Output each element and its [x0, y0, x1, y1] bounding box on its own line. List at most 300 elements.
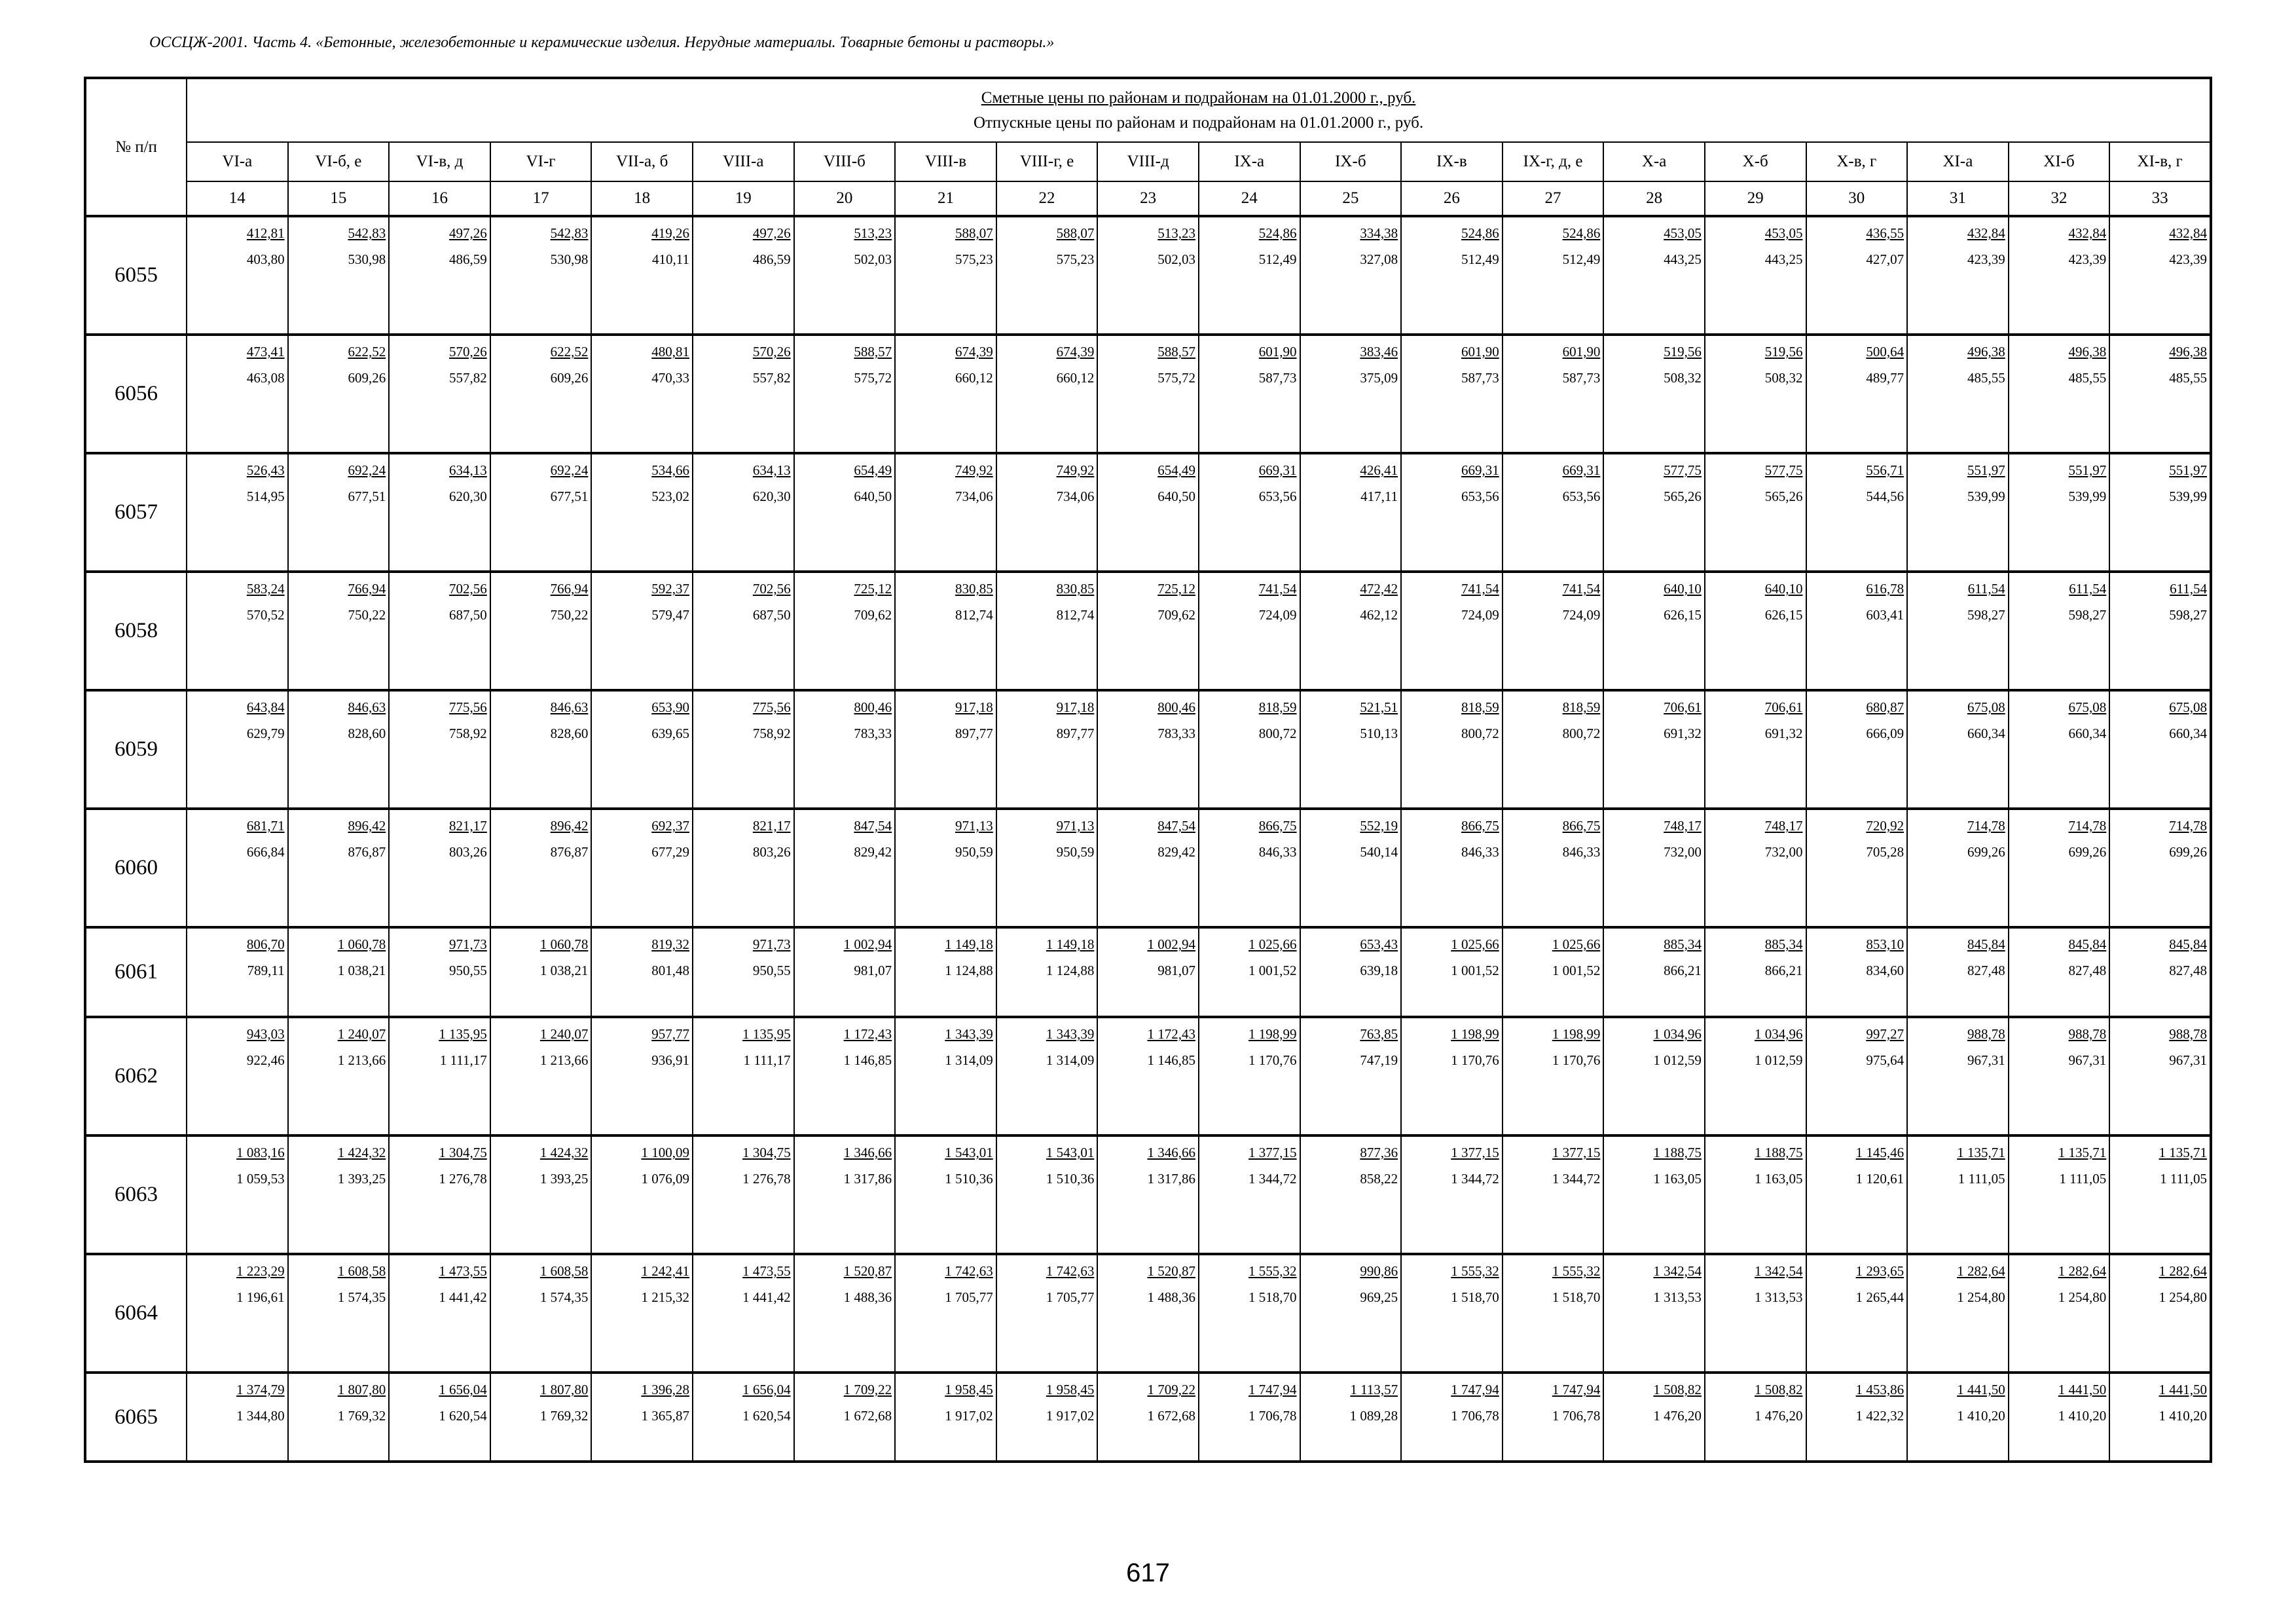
price-cell	[1907, 335, 2009, 453]
price-cell	[1907, 1373, 2009, 1462]
estimate-price: 1 282,64	[1957, 1263, 2005, 1279]
price-cell	[693, 927, 794, 1017]
estimate-price: 819,32	[651, 936, 689, 952]
release-price: 747,19	[1360, 1052, 1398, 1068]
estimate-price: 702,56	[752, 581, 791, 597]
release-price: 732,00	[1764, 844, 1803, 860]
price-cell	[187, 809, 288, 927]
release-price: 1 344,80	[236, 1408, 285, 1424]
price-cell	[1603, 335, 1705, 453]
price-cell	[1401, 1254, 1503, 1373]
estimate-price: 654,49	[1157, 462, 1195, 478]
release-price: 705,28	[1866, 844, 1904, 860]
price-cell	[693, 1373, 794, 1462]
price-cell	[1603, 216, 1705, 335]
zone-header: X-б	[1705, 142, 1806, 181]
price-cell	[794, 572, 896, 690]
estimate-price: 741,54	[1562, 581, 1601, 597]
estimate-price: 1 149,18	[1046, 936, 1095, 952]
price-cell	[1705, 1254, 1806, 1373]
estimate-price: 552,19	[1360, 818, 1398, 834]
row-number: 6063	[85, 1135, 187, 1254]
price-cell	[794, 216, 896, 335]
table-row	[85, 1254, 2211, 1373]
price-cell	[693, 572, 794, 690]
estimate-price: 749,92	[955, 462, 993, 478]
estimate-price: 1 747,94	[1552, 1382, 1601, 1397]
release-price: 1 410,20	[2058, 1408, 2107, 1424]
release-price: 1 276,78	[742, 1171, 791, 1187]
price-cell	[1503, 1135, 1604, 1254]
price-cell	[288, 216, 390, 335]
zone-header: XI-а	[1907, 142, 2009, 181]
estimate-price: 616,78	[1866, 581, 1904, 597]
release-price: 1 769,32	[337, 1408, 386, 1424]
estimate-price: 806,70	[246, 936, 285, 952]
estimate-price: 763,85	[1360, 1026, 1398, 1042]
price-cell	[187, 1135, 288, 1254]
release-price: 1 146,85	[843, 1052, 892, 1068]
release-price: 834,60	[1866, 963, 1904, 978]
table-row	[85, 216, 2211, 335]
estimate-price: 748,17	[1764, 818, 1803, 834]
estimate-price: 654,49	[854, 462, 892, 478]
estimate-price: 524,86	[1461, 225, 1499, 241]
release-price: 502,03	[1157, 251, 1195, 267]
estimate-price: 1 608,58	[539, 1263, 589, 1279]
price-cell	[2009, 1135, 2110, 1254]
price-table	[84, 77, 2212, 1463]
price-cell	[1705, 1373, 1806, 1462]
table-row	[85, 1373, 2211, 1462]
price-cell	[794, 453, 896, 572]
price-cell	[1401, 1017, 1503, 1135]
estimate-price: 551,97	[1967, 462, 2005, 478]
price-cell	[2109, 1135, 2211, 1254]
zone-header: VIII-б	[794, 142, 896, 181]
release-price: 575,72	[1157, 370, 1195, 386]
row-number: 6059	[85, 690, 187, 809]
price-cell	[1806, 572, 1908, 690]
release-price: 981,07	[1157, 963, 1195, 978]
release-price: 1 001,52	[1552, 963, 1601, 978]
price-cell	[996, 690, 1098, 809]
row-number: 6057	[85, 453, 187, 572]
estimate-price: 1 424,32	[337, 1145, 386, 1160]
release-price: 660,34	[2068, 726, 2107, 741]
release-price: 724,09	[1258, 607, 1297, 623]
estimate-price: 775,56	[449, 699, 487, 715]
estimate-price: 1 508,82	[1653, 1382, 1702, 1397]
estimate-price: 1 188,75	[1653, 1145, 1702, 1160]
estimate-price: 725,12	[1157, 581, 1195, 597]
estimate-price: 588,57	[1157, 344, 1195, 360]
column-number: 26	[1401, 181, 1503, 216]
estimate-price: 611,54	[1967, 581, 2005, 597]
estimate-price: 1 608,58	[337, 1263, 386, 1279]
estimate-price: 601,90	[1562, 344, 1601, 360]
column-number: 20	[794, 181, 896, 216]
release-price: 750,22	[550, 607, 589, 623]
release-price: 570,52	[246, 607, 285, 623]
release-price: 587,73	[1562, 370, 1601, 386]
price-cell	[1401, 335, 1503, 453]
estimate-price: 669,31	[1461, 462, 1499, 478]
release-price: 1 410,20	[1957, 1408, 2005, 1424]
price-cell	[591, 809, 693, 927]
estimate-price: 524,86	[1562, 225, 1601, 241]
price-cell	[693, 453, 794, 572]
estimate-price: 611,54	[2069, 581, 2107, 597]
estimate-price: 845,84	[1967, 936, 2005, 952]
estimate-price: 1 282,64	[2159, 1263, 2208, 1279]
release-price: 922,46	[246, 1052, 285, 1068]
price-cell	[1603, 1017, 1705, 1135]
estimate-price: 622,52	[348, 344, 386, 360]
price-cell	[288, 572, 390, 690]
estimate-price: 1 240,07	[539, 1026, 589, 1042]
release-price: 603,41	[1866, 607, 1904, 623]
price-cell	[1300, 1254, 1402, 1373]
release-price: 967,31	[1967, 1052, 2005, 1068]
column-number: 31	[1907, 181, 2009, 216]
column-number: 14	[187, 181, 288, 216]
price-cell	[490, 927, 592, 1017]
estimate-price: 1 555,32	[1248, 1263, 1297, 1279]
price-cell	[2109, 216, 2211, 335]
price-cell	[693, 1254, 794, 1373]
release-price: 620,30	[449, 489, 487, 504]
release-price: 443,25	[1764, 251, 1803, 267]
estimate-price: 556,71	[1866, 462, 1904, 478]
price-cell	[1603, 1254, 1705, 1373]
price-cell	[490, 1017, 592, 1135]
estimate-price: 1 346,66	[1147, 1145, 1195, 1160]
estimate-price: 917,18	[955, 699, 993, 715]
estimate-price: 542,83	[550, 225, 589, 241]
zone-header: VI-в, д	[389, 142, 490, 181]
release-price: 981,07	[854, 963, 892, 978]
price-cell	[1705, 453, 1806, 572]
column-number: 28	[1603, 181, 1705, 216]
price-cell	[794, 927, 896, 1017]
estimate-price: 1 520,87	[1147, 1263, 1195, 1279]
estimate-price: 1 113,57	[1350, 1382, 1398, 1397]
estimate-price: 1 198,99	[1451, 1026, 1499, 1042]
estimate-price: 1 198,99	[1248, 1026, 1297, 1042]
price-cell	[1705, 216, 1806, 335]
price-cell	[288, 1017, 390, 1135]
price-cell	[2009, 1017, 2110, 1135]
price-cell	[288, 927, 390, 1017]
estimate-price: 1 656,04	[439, 1382, 487, 1397]
release-price: 1 213,66	[539, 1052, 589, 1068]
price-cell	[1705, 335, 1806, 453]
release-price: 866,21	[1764, 963, 1803, 978]
price-cell	[2109, 1373, 2211, 1462]
price-cell	[1705, 572, 1806, 690]
release-price: 1 574,35	[337, 1289, 386, 1305]
release-price: 1 317,86	[1147, 1171, 1195, 1187]
release-price: 489,77	[1866, 370, 1904, 386]
price-cell	[1907, 690, 2009, 809]
table-body	[85, 216, 2211, 1462]
price-cell	[389, 690, 490, 809]
price-cell	[895, 216, 996, 335]
price-cell	[288, 690, 390, 809]
release-price: 1 510,36	[945, 1171, 993, 1187]
release-price: 1 620,54	[439, 1408, 487, 1424]
release-price: 750,22	[348, 607, 386, 623]
release-price: 443,25	[1664, 251, 1702, 267]
price-cell	[591, 1017, 693, 1135]
release-price: 1 620,54	[742, 1408, 791, 1424]
estimate-price: 592,37	[651, 581, 689, 597]
release-price: 1 314,09	[945, 1052, 993, 1068]
estimate-price: 720,92	[1866, 818, 1904, 834]
release-price: 587,73	[1461, 370, 1499, 386]
release-price: 666,09	[1866, 726, 1904, 741]
release-price: 629,79	[246, 726, 285, 741]
release-price: 565,26	[1764, 489, 1803, 504]
zone-header: X-а	[1603, 142, 1705, 181]
price-cell	[1806, 1373, 1908, 1462]
release-price: 539,99	[2068, 489, 2107, 504]
price-cell	[996, 1254, 1098, 1373]
estimate-price: 702,56	[449, 581, 487, 597]
estimate-price: 681,71	[246, 818, 285, 834]
release-price: 1 146,85	[1147, 1052, 1195, 1068]
price-cell	[591, 453, 693, 572]
release-price: 699,26	[2169, 844, 2208, 860]
release-price: 1 441,42	[439, 1289, 487, 1305]
estimate-price: 885,34	[1664, 936, 1702, 952]
price-cell	[2109, 453, 2211, 572]
zone-header: IX-в	[1401, 142, 1503, 181]
estimate-price: 1 473,55	[742, 1263, 791, 1279]
price-cell	[1603, 1135, 1705, 1254]
price-cell	[1705, 809, 1806, 927]
price-cell	[1300, 809, 1402, 927]
estimate-price: 866,75	[1461, 818, 1499, 834]
estimate-price: 1 958,45	[945, 1382, 993, 1397]
column-number: 27	[1503, 181, 1604, 216]
estimate-price: 845,84	[2068, 936, 2107, 952]
price-cell	[288, 335, 390, 453]
estimate-price: 725,12	[854, 581, 892, 597]
release-price: 828,60	[550, 726, 589, 741]
release-price: 660,12	[1056, 370, 1095, 386]
release-price: 639,65	[651, 726, 689, 741]
estimate-price: 480,81	[651, 344, 689, 360]
estimate-price: 845,84	[2169, 936, 2208, 952]
release-price: 846,33	[1562, 844, 1601, 860]
estimate-price: 917,18	[1056, 699, 1095, 715]
price-cell	[693, 1017, 794, 1135]
estimate-price: 821,17	[449, 818, 487, 834]
estimate-price: 896,42	[348, 818, 386, 834]
price-cell	[187, 572, 288, 690]
price-cell	[1806, 927, 1908, 1017]
release-price: 1 672,68	[1147, 1408, 1195, 1424]
estimate-price: 988,78	[2169, 1026, 2208, 1042]
price-cell	[996, 927, 1098, 1017]
release-price: 699,26	[1967, 844, 2005, 860]
estimate-price: 766,94	[348, 581, 386, 597]
estimate-price: 988,78	[2068, 1026, 2107, 1042]
release-price-title: Отпускные цены по районам и подрайонам на 01.01.2000 г., руб.	[973, 113, 1424, 132]
release-price: 1 313,53	[1755, 1289, 1803, 1305]
price-cell	[1705, 690, 1806, 809]
estimate-price: 542,83	[348, 225, 386, 241]
price-cell	[1097, 1254, 1199, 1373]
estimate-price: 1 304,75	[742, 1145, 791, 1160]
release-price: 1 254,80	[1957, 1289, 2005, 1305]
price-cell	[591, 572, 693, 690]
price-cell	[794, 335, 896, 453]
estimate-price: 1 441,50	[2159, 1382, 2208, 1397]
estimate-price: 1 656,04	[742, 1382, 791, 1397]
estimate-price: 1 135,95	[439, 1026, 487, 1042]
zone-header: IX-б	[1300, 142, 1402, 181]
release-price: 876,87	[348, 844, 386, 860]
estimate-price: 1 377,15	[1451, 1145, 1499, 1160]
price-cell	[1907, 216, 2009, 335]
estimate-price: 583,24	[246, 581, 285, 597]
estimate-price: 513,23	[854, 225, 892, 241]
price-cell	[1199, 1254, 1300, 1373]
price-cell	[490, 572, 592, 690]
release-price: 1 488,36	[1147, 1289, 1195, 1305]
price-cell	[1199, 1135, 1300, 1254]
estimate-price: 775,56	[752, 699, 791, 715]
price-cell	[996, 1373, 1098, 1462]
price-cell	[1907, 1254, 2009, 1373]
price-cell	[2109, 927, 2211, 1017]
price-cell	[2109, 1254, 2211, 1373]
release-price: 1 059,53	[236, 1171, 285, 1187]
estimate-price: 426,41	[1360, 462, 1398, 478]
release-price: 1 111,17	[743, 1052, 791, 1068]
estimate-price: 669,31	[1258, 462, 1297, 478]
release-price: 640,50	[854, 489, 892, 504]
price-cell	[1705, 1135, 1806, 1254]
release-price: 410,11	[651, 251, 689, 267]
price-cell	[996, 216, 1098, 335]
release-price: 417,11	[1360, 489, 1398, 504]
price-cell	[1300, 690, 1402, 809]
release-price: 1 254,80	[2058, 1289, 2107, 1305]
price-cell	[288, 1373, 390, 1462]
estimate-price: 497,26	[752, 225, 791, 241]
release-price: 502,03	[854, 251, 892, 267]
column-number: 25	[1300, 181, 1402, 216]
release-price: 463,08	[246, 370, 285, 386]
estimate-price: 988,78	[1967, 1026, 2005, 1042]
release-price: 557,82	[752, 370, 791, 386]
zone-header: VI-г	[490, 142, 592, 181]
release-price: 486,59	[752, 251, 791, 267]
estimate-price: 1 223,29	[236, 1263, 285, 1279]
price-cell	[1199, 927, 1300, 1017]
zone-header: VIII-д	[1097, 142, 1199, 181]
estimate-price: 496,38	[1967, 344, 2005, 360]
release-price: 691,32	[1764, 726, 1803, 741]
price-cell	[591, 927, 693, 1017]
price-cell	[2009, 927, 2110, 1017]
release-price: 1 170,76	[1451, 1052, 1499, 1068]
price-cell	[2109, 690, 2211, 809]
estimate-price: 1 424,32	[539, 1145, 589, 1160]
estimate-price: 675,08	[1967, 699, 2005, 715]
price-cell	[1097, 690, 1199, 809]
price-cell	[1199, 572, 1300, 690]
estimate-price: 1 441,50	[2058, 1382, 2107, 1397]
column-number: 16	[389, 181, 490, 216]
price-cell	[1300, 216, 1402, 335]
row-number: 6058	[85, 572, 187, 690]
estimate-price: 634,13	[449, 462, 487, 478]
estimate-price: 846,63	[550, 699, 589, 715]
estimate-price: 1 343,39	[945, 1026, 993, 1042]
release-price: 950,59	[1056, 844, 1095, 860]
price-cell	[895, 927, 996, 1017]
release-price: 691,32	[1664, 726, 1702, 741]
release-price: 1 488,36	[843, 1289, 892, 1305]
release-price: 609,26	[550, 370, 589, 386]
price-cell	[591, 1373, 693, 1462]
price-cell	[2009, 216, 2110, 335]
release-price: 1 917,02	[945, 1408, 993, 1424]
release-price: 687,50	[449, 607, 487, 623]
price-cell	[591, 335, 693, 453]
price-cell	[996, 572, 1098, 690]
column-number: 32	[2009, 181, 2110, 216]
table-row	[85, 809, 2211, 927]
release-price: 897,77	[955, 726, 993, 741]
price-cell	[693, 1135, 794, 1254]
estimate-price: 472,42	[1360, 581, 1398, 597]
release-price: 1 313,53	[1653, 1289, 1702, 1305]
estimate-price: 896,42	[550, 818, 589, 834]
price-cell	[996, 335, 1098, 453]
zone-header: VIII-г, е	[996, 142, 1098, 181]
estimate-price: 674,39	[955, 344, 993, 360]
price-cell	[1199, 453, 1300, 572]
release-price: 1 518,70	[1248, 1289, 1297, 1305]
release-price: 801,48	[651, 963, 689, 978]
estimate-price: 1 374,79	[236, 1382, 285, 1397]
estimate-price: 830,85	[955, 581, 993, 597]
estimate-price: 866,75	[1562, 818, 1601, 834]
estimate-price: 1 742,63	[945, 1263, 993, 1279]
estimate-price: 521,51	[1360, 699, 1398, 715]
price-cell	[187, 1017, 288, 1135]
estimate-price: 1 543,01	[1046, 1145, 1095, 1160]
release-price: 540,14	[1360, 844, 1398, 860]
estimate-price: 990,86	[1360, 1263, 1398, 1279]
release-price: 1 476,20	[1755, 1408, 1803, 1424]
estimate-price: 383,46	[1360, 344, 1398, 360]
estimate-price: 601,90	[1258, 344, 1297, 360]
price-cell	[2109, 1017, 2211, 1135]
price-cell	[490, 1254, 592, 1373]
estimate-price: 714,78	[2068, 818, 2107, 834]
row-number: 6055	[85, 216, 187, 335]
estimate-price: 957,77	[651, 1026, 689, 1042]
price-cell	[1300, 1017, 1402, 1135]
estimate-price: 1 555,32	[1552, 1263, 1601, 1279]
